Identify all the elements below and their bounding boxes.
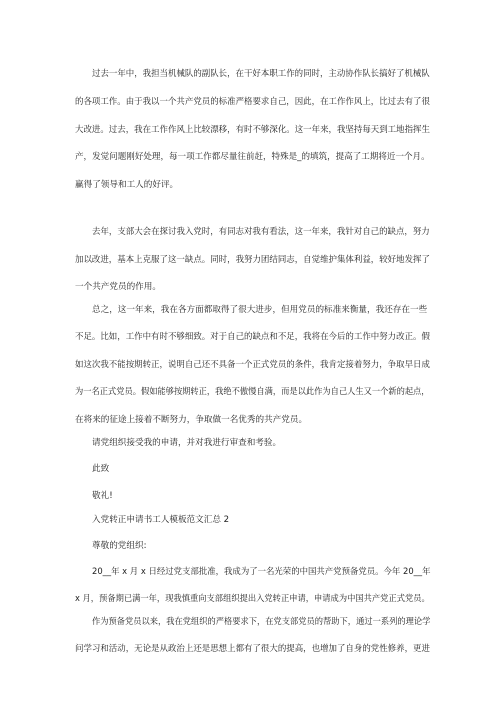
greeting-line: 尊敬的党组织: bbox=[92, 541, 147, 551]
closing-line: 此致 bbox=[92, 464, 110, 474]
paragraph-line: 过去一年中，我担当机械队的副队长，在干好本职工作的同时，主动协作队长搞好了机械队 bbox=[92, 69, 430, 79]
paragraph-line: 在将来的征途上接着不断努力，争取做一名优秀的共产党员。 bbox=[75, 415, 308, 425]
paragraph-line: 不足。比如，工作中有时不够细致。对于自己的缺点和不足，我将在今后的工作中努力改正。假 bbox=[75, 332, 430, 342]
paragraph-line: 一个共产党员的作用。 bbox=[75, 282, 161, 292]
paragraph-line: 20__年 x 月 x 日经过党支部批准，我成为了一名光荣的中国共产党预备党员。今年 20__年 bbox=[92, 567, 431, 577]
request-line: 请党组织接受我的申请，并对我进行审查和考验。 bbox=[92, 438, 282, 448]
paragraph-line: 的各项工作。由于我以一个共产党员的标准严格要求自己，因此，在工作作风上，比过去有了很 bbox=[75, 97, 430, 107]
paragraph-line: 为一名正式党员。假如能够按期转正，我绝不傲慢自满，而是以此作为自己人生又一个新的起点， bbox=[75, 387, 430, 397]
paragraph-line: 大改进。过去，我在工作作风上比较漂移，有时不够深化。这一年来，我坚持每天到工地指挥生 bbox=[75, 125, 430, 135]
paragraph-line: 总之，这一年来，我在各方面都取得了很大进步，但用党员的标准来衡量，我还存在一些 bbox=[92, 305, 428, 315]
section-title: 入党转正申请书工人模板范文汇总 2 bbox=[92, 515, 230, 525]
paragraph-line: 如这次我不能按期转正，说明自己还不具备一个正式党员的条件，我肯定接着努力，争取早日成 bbox=[75, 360, 430, 370]
paragraph-line: 作为预备党员以来，我在党组织的严格要求下，在党支部党员的帮助下，通过一系列的理论学 bbox=[92, 617, 431, 627]
paragraph-line: x 月，预备期已满一年，现我慎重向支部组织提出入党转正申请，申请成为中国共产党正式党员。 bbox=[75, 594, 430, 604]
paragraph-line: 去年，支部大会在探讨我入党时，有同志对我有看法，这一年来，我针对自己的缺点，努力 bbox=[92, 227, 430, 237]
paragraph-line: 加以改进，基本上克服了这一缺点。同时，我努力团结同志，自觉维护集体利益，较好地发挥了 bbox=[75, 255, 430, 265]
salutation-line: 敬礼! bbox=[92, 491, 113, 501]
paragraph-line: 问学习和活动，无论是从政治上还是思想上都有了很大的提高，也增加了自身的党性修养，更进 bbox=[75, 644, 430, 654]
paragraph-line: 产，发觉问题刚好处理，每一项工作都尽量往前赶，特殊是_的填筑，提高了工期将近一个月。 bbox=[75, 152, 430, 162]
paragraph-line: 赢得了领导和工人的好评。 bbox=[75, 180, 179, 190]
